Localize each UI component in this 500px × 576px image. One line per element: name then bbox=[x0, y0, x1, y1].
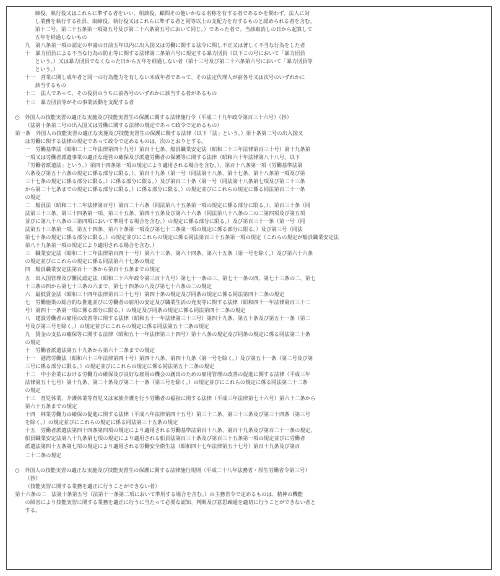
text-line: 十三 育児休業、介護休業等育児又は家族介護を行う労働者の福祉に関する法律（平成三年法律第七十六号）第六十二条から bbox=[25, 396, 316, 403]
text-line: の規定並びにこれらの規定に係る同法第六十七条の規定 bbox=[25, 259, 155, 266]
text-line: 十 労働者派遣法第五十九条から第六十二条までの規定 bbox=[25, 347, 155, 354]
text-line: 一 労働基準法（昭和二十二年法律第四十九号）第百十七条、船員職業安定法（昭和二十三年法律第百三十号）第十九条第 bbox=[25, 146, 311, 153]
text-line: 九 賃金の支払の確保等に関する法律（昭和五十一年法律第三十四号）第十八条の規定及び同条の規定に係る同法第二十条 bbox=[25, 331, 311, 338]
spacer bbox=[15, 107, 483, 114]
text-line: 十三 暴力団員等がその事業活動を支配する者 bbox=[25, 99, 134, 106]
text-line: を除く。）の規定並びにこれらの規定に係る同法第三十五条の規定 bbox=[25, 420, 178, 427]
text-line: 四 船員職業安定法第百十一条から第百十五条までの規定 bbox=[25, 267, 160, 274]
text-line: 五 出入国管理及び難民認定法（昭和二十六年政令第三百十九号）第七十一条の三、第七十一条の四、第七十三条の二、第七 bbox=[25, 275, 316, 282]
text-line: 十四 林業労働力の確保の促進に関する法律（平成八年法律第四十五号）第三十二条、第三十三条及び第三十四条（第三号 bbox=[25, 412, 311, 419]
text-line: 十 暴力団員による不当な行為の防止等に関する法律第二条第六号に規定する暴力団員（以下この号において「暴力団員 bbox=[25, 51, 306, 58]
text-line: 三十七条の規定に係る部分に限る。）に係る部分に限る。）及び第百二十条（第一号（同法第十八条第七項及び第二十三条 bbox=[25, 178, 306, 185]
text-line: 第十六条の二 法第十条第五号（法第十一条第二項において準用する場合を含む。）の主務省令で定めるものは、精神の機能 bbox=[15, 491, 303, 498]
text-line: 二 船員法（昭和二十二年法律第百号）第百二十六条（同法第八十五条第一項の規定に係る部分に限る。）、第百三十条（同 bbox=[25, 203, 311, 210]
text-line: し業務を執行する社員、取締役、執行役又はこれらに準ずる者と同等以上の支配力を有するものと認められる者を含む。 bbox=[35, 19, 316, 26]
text-line: 号及び第三号を除く。）の規定並びにこれらの規定に係る同法第五十二条の規定 bbox=[25, 323, 210, 330]
text-line: 五年を経過しないもの bbox=[35, 35, 87, 42]
text-line: の規定 bbox=[25, 195, 41, 202]
text-line: 九 第八条第一項の認定の申請の日前五年以内に出入国又は労働に関する法令に関し不正又は著しく不当な行為をした者 bbox=[25, 43, 306, 50]
text-line: 「労働者派遣法」という。）第四十四条第一項の規定により適用される場合を含む。）、第百十八条第一項（労働基準法第 bbox=[25, 162, 303, 169]
text-line: 号）第四十一条第一項に係る部分に限る。）の規定及び同条の規定に係る同法第四十二条の規定 bbox=[25, 307, 246, 314]
text-line: （法第十条第二号の出入国又は労働に関する法律の規定であって政令で定めるもの） bbox=[25, 122, 223, 129]
text-line: （抄） bbox=[25, 475, 41, 482]
text-line: という。） bbox=[35, 67, 59, 74]
text-line: 十三条の四から第七十三条の六まで、第七十四条の八及び第七十六条の二の規定 bbox=[25, 283, 212, 290]
text-line: の規定 bbox=[25, 388, 41, 395]
text-line: 七 労働施策の総合的な推進並びに労働者の雇用の安定及び職業生活の充実等に関する法律（昭和四十一年法律第百三十二 bbox=[25, 299, 311, 306]
text-line: の規定 bbox=[25, 339, 41, 346]
text-line: 法律第五十七号）第十九条、第二十条及び第二十一条（第三号を除く。）の規定並びにこれらの規定に係る同法第二十二条 bbox=[25, 380, 308, 387]
text-line: という。）又は暴力団員でなくなった日から五年を経過しない者（第十三号及び第二十六条第六号において「暴力団員等 bbox=[35, 59, 313, 66]
text-line: 第六十五条までの規定 bbox=[25, 404, 77, 411]
text-line: 三 職業安定法（昭和二十二年法律第百四十一号）第六十三条、第六十四条、第六十五条（第一号を除く。）及び第六十六条 bbox=[25, 251, 313, 258]
text-line: ○ 外国人の技能実習の適正な実施及び技能実習生の保護に関する法律施行規則（平成二十八年法務省・厚生労働省令第三号） bbox=[15, 467, 311, 474]
text-line: 六条及び第五十六条の規定に係る部分に限る。）、第百十九条（第一号（同法第十八条、第十七条、第十八条第一項及び第 bbox=[25, 170, 306, 177]
text-line: 六 最低賃金法（昭和三十四年法律第百三十七号）第四十条の規定及び同条の規定に係る同法第四十二条の規定 bbox=[25, 291, 285, 298]
text-line: する。 bbox=[25, 507, 41, 514]
text-line: 派遣法第四十五条第七項の規定により適用される労働安全衛生法（昭和四十七年法律第五十七号）第百十九条及び第百 bbox=[25, 444, 300, 451]
text-line: 二十二条の規定 bbox=[25, 452, 62, 459]
text-line: 法第五十三条第一項、第五十四条、第六十条第一項及び第七十二条第一項の規定に係る部分に限る。）及び第三号（同法 bbox=[25, 227, 303, 234]
text-line: 十二 法人であって、その役員のうちに前各号のいずれかに該当する者があるもの bbox=[25, 91, 217, 98]
text-line: の障害により技能実習に関する業務を適正に行うに当たって必要な認知、判断及び意思疎通を適切に行うことができない者と bbox=[25, 499, 316, 506]
text-line: 該当するもの bbox=[35, 83, 67, 90]
text-line: は労働に関する法律の規定であって政令で定めるものは、次のとおりとする。 bbox=[25, 138, 207, 145]
text-line: 一項又は労働者派遣事業の適正な運営の確保及び派遣労働者の保護等に関する法律（昭和六十年法律第八十八号。以下 bbox=[25, 154, 300, 161]
text-line: 三号に係る部分に限る。）の規定並びにこれらの規定に係る同法第五十二条の規定 bbox=[25, 364, 215, 371]
text-line: 第十二号、第二十五条第一項第五号及び第二十六条第五号において同じ。）であった者で、当該取消しの日から起算して bbox=[35, 27, 313, 34]
text-line: 並びに第八十八条の三第四項において準用する場合を含む。）の規定に係る部分に限る。）及び第百三十一条（第一号（同 bbox=[25, 219, 306, 226]
text-line: （技能実習に関する業務を適正に行うことができない者） bbox=[25, 483, 160, 490]
text-line: 第一条 外国人の技能実習の適正な実施及び技能実習生の保護に関する法律（以下「法」という。）第十条第二号の出入国又 bbox=[15, 130, 303, 137]
text-line: 十二 中小企業における労働力の確保及び良好な雇用の機会の創出のための雇用管理の改善の促進に関する法律（平成三年 bbox=[25, 372, 311, 379]
text-line: 第八十九条第一項の規定により適用される場合を含む。） bbox=[25, 243, 158, 250]
text-line: 八 建設労働者の雇用の改善等に関する法律（昭和五十一年法律第三十三号）第四十九条、第五十条及び第五十一条（第二 bbox=[25, 315, 311, 322]
text-line: 第七十条の規定に係る部分に限る。）の規定並びにこれらの規定に係る同法第百三十五条第一項の規定（これらの規定が船員職業安定法 bbox=[25, 235, 339, 242]
text-line: 法第三十三条、第三十四条第一項、第三十五条、第四十五条及び第六十六条（同法第八十八条の二の二第四項及び第五項 bbox=[25, 211, 306, 218]
document-page bbox=[6, 6, 492, 570]
text-line: 十五 労働者派遣法第四十四条第四項の規定により適用される労働基準法第百十八条、第百十九条及び第百二十一条の規定、 bbox=[25, 428, 316, 435]
text-line: から第二十七条までの規定に係る部分に限る。）に係る部分に限る。）の規定並びにこれらの規定に係る同法第百二十一条 bbox=[25, 186, 306, 193]
spacer bbox=[15, 460, 483, 467]
text-line: ○ 外国人の技能実習の適正な実施及び技能実習生の保護に関する法律施行令（平成二十九年政令第百三十六号）（抄） bbox=[15, 114, 292, 121]
text-line: 十一 営業に関し成年者と同一の行為能力を有しない未成年者であって、その法定代理人が前各号又は次号のいずれかに bbox=[25, 75, 305, 82]
text-line: 船員職業安定法第八十九条第七項の規定により適用される船員法第百三十条及び第百三十五条第一項の規定並びに労働者 bbox=[25, 436, 306, 443]
text-line: 締役、執行役又はこれらに準ずる者をいい、相談役、顧問その他いかなる名称を有する者であるかを問わず、法人に対 bbox=[35, 11, 310, 17]
text-line: 十一 港湾労働法（昭和六十三年法律第四十号）第四十八条、第四十九条（第一号を除く。）及び第五十一条（第二号及び第 bbox=[25, 355, 313, 362]
